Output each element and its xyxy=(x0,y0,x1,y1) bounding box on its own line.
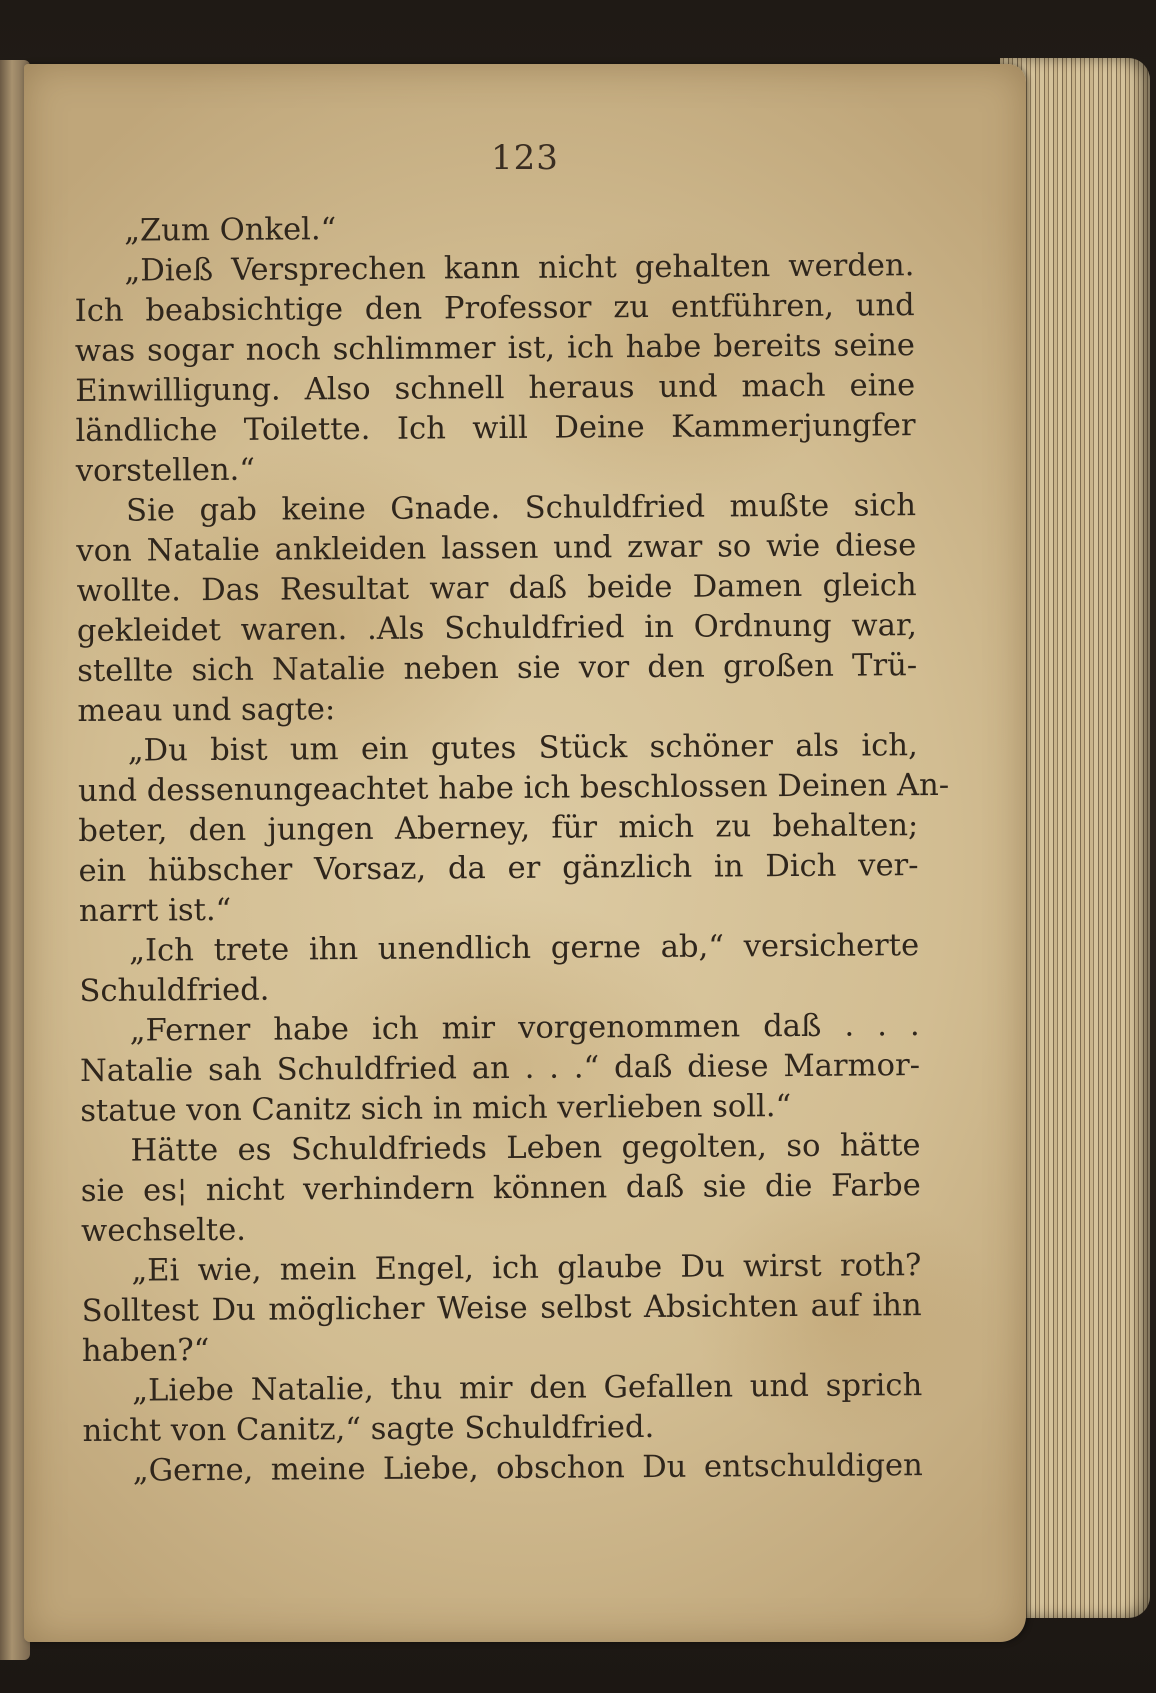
text-line: Solltest Du möglicher Weise selbst Absichten auf ihn xyxy=(81,1288,922,1329)
text-line: wechselte. xyxy=(80,1212,247,1249)
text-line: sie es¦ nicht verhindern können daß sie die Farbe xyxy=(80,1168,921,1209)
text-line: stellte sich Natalie neben sie vor den großen Trü- xyxy=(77,648,918,689)
text-line: und dessenungeachtet habe ich beschlossen Deinen An- xyxy=(77,767,950,809)
text-line: haben?“ xyxy=(81,1333,210,1369)
text-line: „Liebe Natalie, thu mir den Gefallen und sprich xyxy=(132,1368,923,1409)
text-line: beter, den jungen Aberney, für mich zu behalten; xyxy=(78,808,919,849)
text-line: Sie gab keine Gnade. Schuldfried mußte sich xyxy=(125,488,917,529)
text-line: „Du bist um ein gutes Stück schöner als ich, xyxy=(127,728,918,769)
text-line: ländliche Toilette. Ich will Deine Kammerjungfer xyxy=(75,408,916,449)
text-line: „Ei wie, mein Engel, ich glaube Du wirst roth? xyxy=(131,1248,922,1289)
book-page xyxy=(24,64,1026,1642)
page-number: 123 xyxy=(491,138,559,178)
text-line: narrt ist.“ xyxy=(78,892,232,929)
text-line: „Gerne, meine Liebe, obschon Du entschuldigen xyxy=(132,1448,923,1489)
text-line: Natalie sah Schuldfried an . . .“ daß diese Marmor- xyxy=(79,1048,921,1089)
text-line: meau und sagte: xyxy=(77,692,336,729)
text-line: Einwilligung. Also schnell heraus und mach eine xyxy=(75,368,916,409)
text-line: nicht von Canitz,“ sagte Schuldfried. xyxy=(82,1409,655,1449)
text-line: was sogar noch schlimmer ist, ich habe bereits seine xyxy=(74,328,916,369)
page-text xyxy=(74,206,950,1492)
text-line: wollte. Das Resultat war daß beide Damen gleich xyxy=(76,568,917,609)
text-line: Schuldfried. xyxy=(79,972,270,1009)
text-line: „Ich trete ihn unendlich gerne ab,“ versicherte xyxy=(129,928,920,969)
text-line: von Natalie ankleiden lassen und zwar so wie diese xyxy=(76,528,917,569)
text-line: „Zum Onkel.“ xyxy=(124,212,337,249)
text-line: gekleidet waren. .Als Schuldfried in Ordnung war, xyxy=(76,608,918,649)
text-line: vorstellen.“ xyxy=(75,452,256,489)
text-line: Hätte es Schuldfrieds Leben gegolten, so hätte xyxy=(130,1128,921,1169)
text-line: „Dieß Versprechen kann nicht gehalten werden. xyxy=(124,248,915,289)
text-line: Ich beabsichtige den Professor zu entführen, und xyxy=(74,288,915,329)
text-line: statue von Canitz sich in mich verlieben soll.“ xyxy=(80,1089,792,1129)
text-line: ein hübscher Vorsaz, da er gänzlich in Dich ver- xyxy=(78,848,919,889)
text-line: „Ferner habe ich mir vorgenommen daß . . . xyxy=(129,1008,920,1049)
